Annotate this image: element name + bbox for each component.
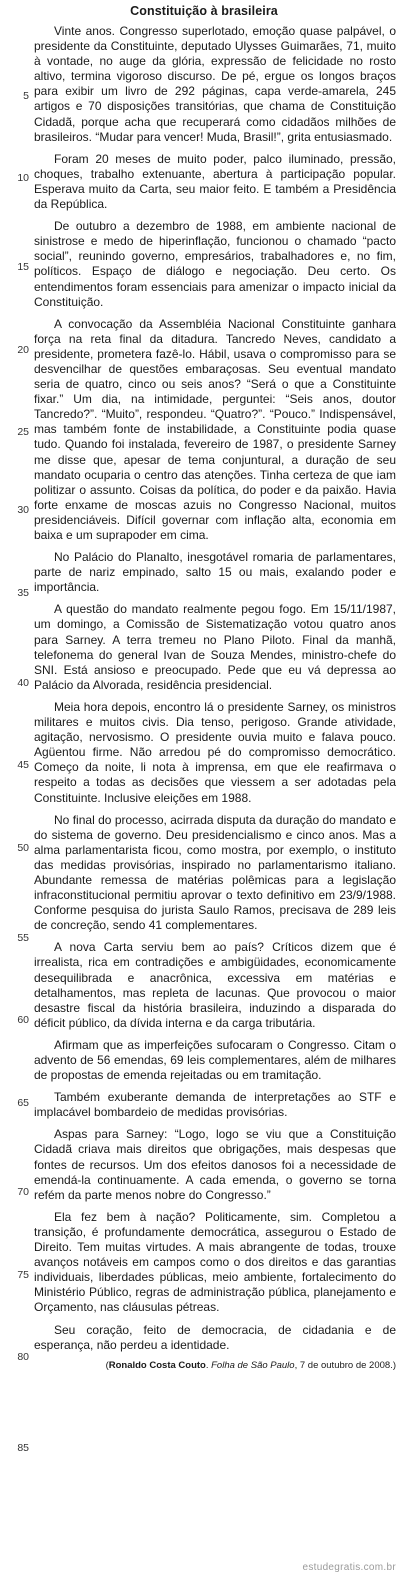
paragraph: Meia hora depois, encontro lá o presidente Sarney, os ministros militares e muitos civis. Dia tenso, perigoso. Grande atividade, agitação, nervosismo. O presidente ouvia muito e falava pouco. Agüentou firme. Não arredou pé do compromisso democrático. Começo da noite, li nota à imprensa, em que ele reafirmava o respeito a todas as decisões que viessem a ser adotadas pela Constituinte. Inclusive eleições em 1988. bbox=[34, 699, 396, 805]
paragraph: Ela fez bem à nação? Politicamente, sim. Completou a transição, é profundamente democrática, assegurou o Estado de Direito. Tem muitas virtudes. A mais abrangente de todas, trouxe avanços notáveis em campos como o dos direitos e das garantias individuais, liberdades públicas, meio ambiente, fortalecimento do Ministério Público, regras de administração pública, planejamento e Orçamento, nas cláusulas pétreas. bbox=[34, 1209, 396, 1315]
paragraph: Vinte anos. Congresso superlotado, emoção quase palpável, o presidente da Constituinte, deputado Ulysses Guimarães, 71, muito à vontade, no auge da glória, expressão de felicidade no rosto altivo, termina vigoroso discurso. De pé, ergue os longos braços para exibir um livro de 292 páginas, capa verde-amarela, 245 artigos e 70 disposições transitórias, que chama de Constituição Cidadã, porque acha que recuperará como cidadãos milhões de brasileiros. “Mudar para vencer! Muda, Brasil!”, grita entusiasmado. bbox=[34, 24, 396, 144]
line-number: 5 bbox=[23, 90, 29, 102]
line-number: 15 bbox=[17, 261, 29, 273]
line-number: 80 bbox=[17, 1351, 29, 1363]
site-watermark: estudegratis.com.br bbox=[302, 1562, 396, 1573]
line-number: 65 bbox=[17, 1097, 29, 1109]
paragraph: De outubro a dezembro de 1988, em ambiente nacional de sinistrose e medo de hiperinflação, funcionou o chamado “pacto social”, reunindo governo, empresários, trabalhadores e, no fim, políticos. Espaço de diálogo e negociação. Deu certo. Os entendimentos foram essenciais para amenizar o impacto inicial da Constituição. bbox=[34, 219, 396, 309]
line-number: 70 bbox=[17, 1186, 29, 1198]
paragraph: A nova Carta serviu bem ao país? Críticos dizem que é irrealista, rica em contradições e ambigüidades, economicamente desequilibrada e anacrônica, excessiva em matérias e detalhamentos, mas repleta de lacunas. Que provocou o maior desastre fiscal da história brasileira, induzindo a disparada do déficit público, da dívida interna e da carga tributária. bbox=[34, 940, 396, 1030]
article-title: Constituição à brasileira bbox=[130, 4, 278, 18]
paragraph: Seu coração, feito de democracia, de cidadania e de esperança, não perdeu a identidade. bbox=[34, 1322, 396, 1352]
paragraph: Aspas para Sarney: “Logo, logo se viu que a Constituição Cidadã criava mais direitos que obrigações, mais despesas que fontes de recursos. Um dos efeitos danosos foi a necessidade de emendá-la continuamente. A cada emenda, o governo se torna refém da parte menos nobre do Congresso.” bbox=[34, 1127, 396, 1202]
paragraph: No final do processo, acirrada disputa da duração do mandato e do sistema de governo. Deu presidencialismo e cinco anos. Mas a alma parlamentarista ficou, como mostra, por exemplo, o instituto das medidas provisórias, inspirado no parlamentarismo italiano. Abundante remessa de matérias polêmicas para a legislação infraconstitucional permitiu aprovar o texto definitivo em 23/9/1988. Conforme pesquisa do jurista Saulo Ramos, precisava de 289 leis de concreção, sendo 41 complementares. bbox=[34, 812, 396, 933]
line-number: 25 bbox=[17, 426, 29, 438]
source-citation: (Ronaldo Costa Couto. Folha de São Paulo, 7 de outubro de 2008.) bbox=[105, 1359, 396, 1371]
citation-author: Ronaldo Costa Couto bbox=[108, 1359, 206, 1371]
line-number: 10 bbox=[17, 172, 29, 184]
line-number: 75 bbox=[17, 1269, 29, 1281]
line-number: 60 bbox=[17, 1014, 29, 1026]
paragraph: No Palácio do Planalto, inesgotável romaria de parlamentares, parte de nariz empinado, salto 15 ou mais, exalando poder e importância. bbox=[34, 550, 396, 595]
line-number: 55 bbox=[17, 932, 29, 944]
line-number: 40 bbox=[17, 677, 29, 689]
paragraph: Também exuberante demanda de interpretações ao STF e implacável bombardeio de medidas provisórias. bbox=[34, 1090, 396, 1120]
citation-open-paren: ( bbox=[105, 1359, 109, 1371]
paragraph: A questão do mandato realmente pegou fogo. Em 15/11/1987, um domingo, a Comissão de Sistematização votou quatro anos para Sarney. A terra tremeu no Plano Piloto. Final da manhã, telefonema do general Ivan de Souza Mendes, ministro-chefe do SNI. Está ansioso e preocupado. Pede que eu vá depressa ao Palácio da Alvorada, residência presidencial. bbox=[34, 602, 396, 692]
line-number: 45 bbox=[17, 759, 29, 771]
paragraph: A convocação da Assembléia Nacional Constituinte ganhara força na reta final da ditadura. Tancredo Neves, candidato a presidente, prometera fazê-lo. Hábil, usava o compromisso para se desvencilhar de questões embaraçosas. Seu eventual mandato seria de quatro, cinco ou seis anos? “Será o que a Constituinte fixar.” Um dia, na intimidade, perguntei: “Seis anos, doutor Tancredo?”. “Muito”, respondeu. “Quatro?”. “Pouco.” Indispensável, mas também fonte de instabilidade, a Constituinte podia quase tudo. Quando foi instalada, fevereiro de 1987, o presidente Sarney me disse que, apesar de tema conjuntural, a duração de seu mandato ocuparia o centro das atenções. Tinha certeza de que iam politizar o assunto. Coisas da política, do poder e da paixão. Havia forte enxame de moscas azuis no Congresso Nacional, muitos presidenciáveis. Difícil governar com inflação alta, economia em baixa e um suprapoder em cima. bbox=[34, 316, 396, 542]
line-number: 50 bbox=[17, 842, 29, 854]
line-number: 85 bbox=[17, 1442, 29, 1454]
citation-publication: Folha de São Paulo bbox=[211, 1359, 295, 1371]
citation-date: , 7 de outubro de 2008.) bbox=[294, 1359, 396, 1371]
paragraph: Afirmam que as imperfeições sufocaram o Congresso. Citam o advento de 56 emendas, 69 leis complementares, além de milhares de propostas de emenda rejeitadas ou em tramitação. bbox=[34, 1037, 396, 1083]
paragraph: Foram 20 meses de muito poder, palco iluminado, pressão, choques, trabalho extenuante, abertura à participação popular. Esperava muito da Carta, seu maior feito. E também a Presidência da República. bbox=[34, 151, 396, 212]
line-number: 20 bbox=[17, 344, 29, 356]
line-number: 35 bbox=[17, 587, 29, 599]
line-number: 30 bbox=[17, 504, 29, 516]
